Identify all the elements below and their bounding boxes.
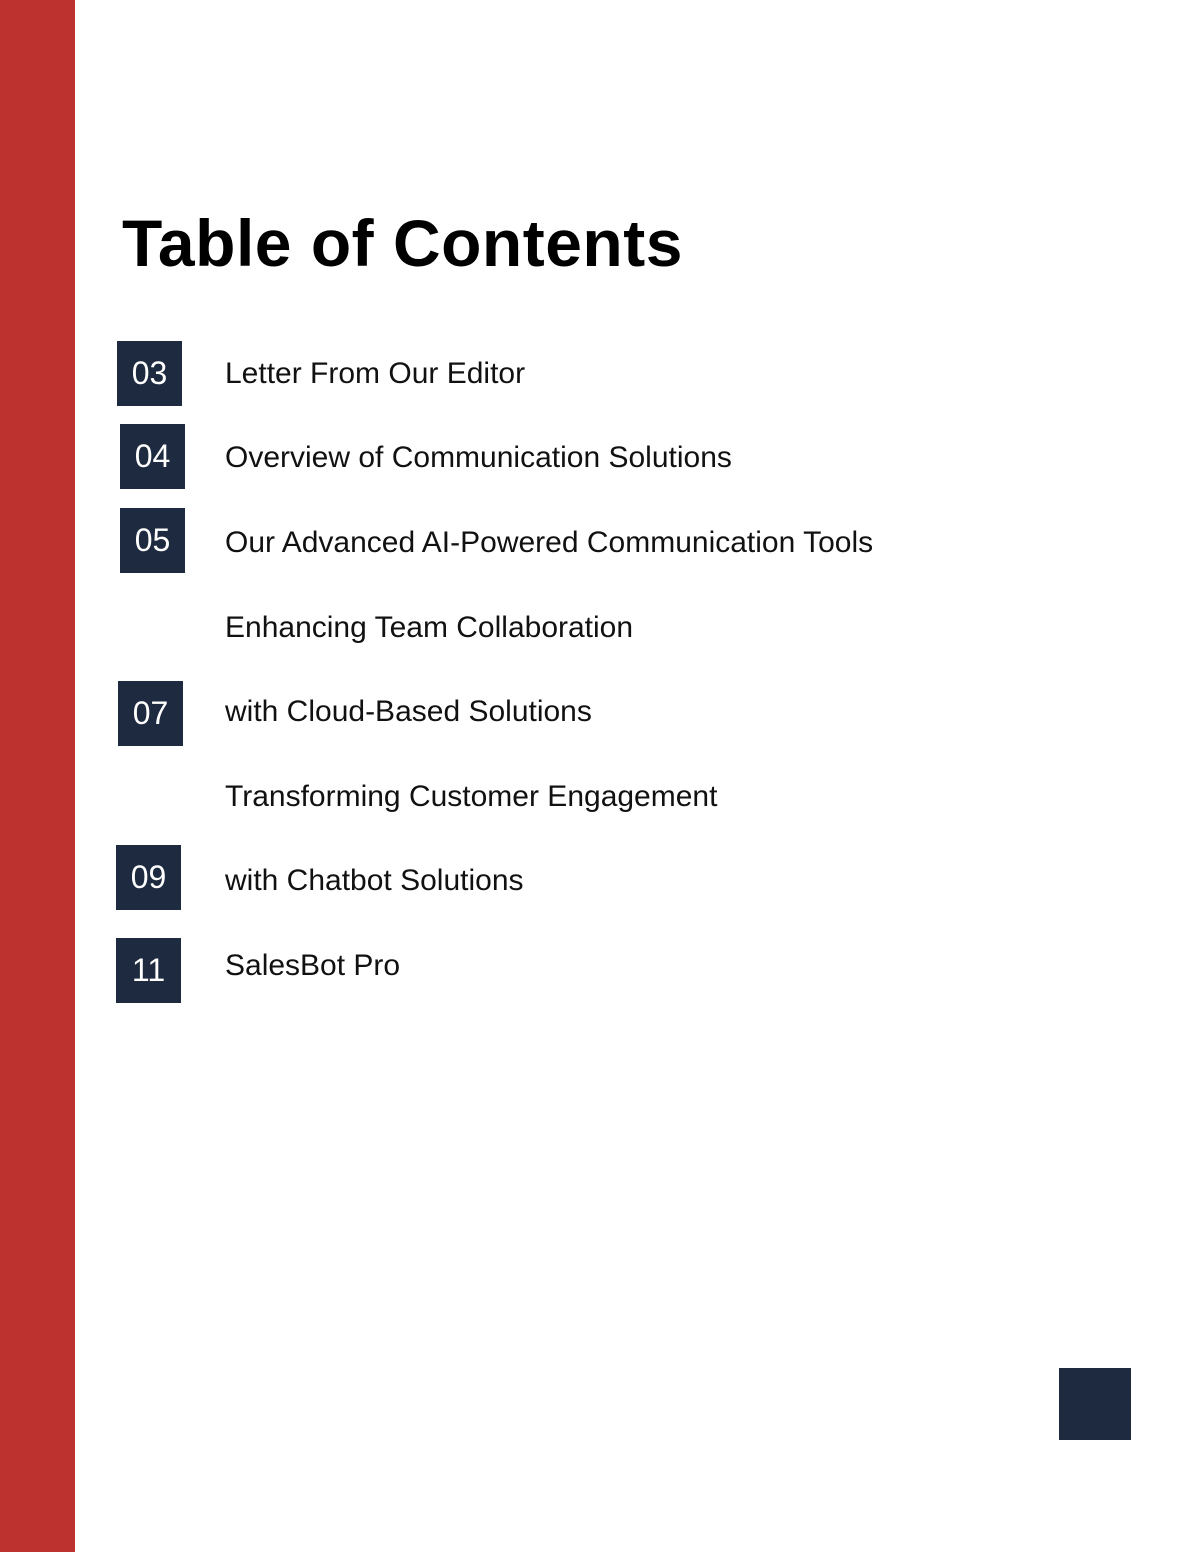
page-title: Table of Contents [122,206,683,280]
page-number-badge: 04 [120,424,185,489]
page-number-badge: 07 [118,681,183,746]
page-number-badge: 05 [120,508,185,573]
decorative-navy-square [1059,1368,1131,1440]
toc-entry[interactable]: Letter From Our Editor [225,357,526,390]
page-number-badge: 11 [116,938,181,1003]
toc-entry[interactable]: Transforming Customer Engagement [225,780,718,813]
red-sidebar-bar [0,0,75,1552]
toc-entry[interactable]: with Chatbot Solutions [225,864,524,897]
toc-entry[interactable]: SalesBot Pro [225,949,401,982]
toc-entry[interactable]: with Cloud-Based Solutions [225,695,592,728]
page-number-badge: 03 [117,341,182,406]
toc-entry[interactable]: Overview of Communication Solutions [225,441,732,474]
page-number-badge: 09 [116,845,181,910]
toc-entry[interactable]: Enhancing Team Collaboration [225,611,634,644]
toc-entry[interactable]: Our Advanced AI-Powered Communication Tools [225,526,874,559]
